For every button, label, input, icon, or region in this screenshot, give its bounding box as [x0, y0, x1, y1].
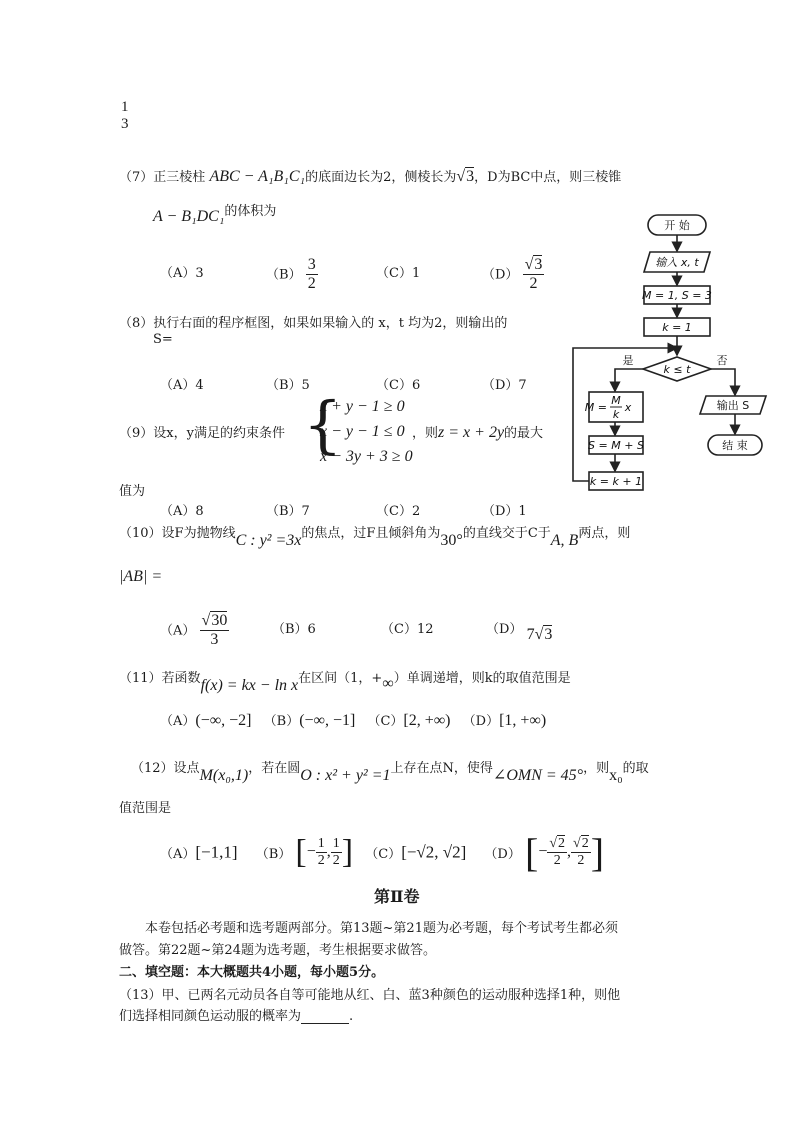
flow-yes-label: 是 — [622, 354, 634, 367]
q7-option-a: （A）3 — [160, 266, 204, 281]
flow-output-label: 输出 S — [716, 399, 750, 412]
q7-option-d-label: （D） — [482, 267, 519, 283]
q12-circle: O : x² + y² =1 — [300, 767, 391, 784]
q10-a-num: 30 — [211, 612, 228, 629]
q12-option-b-label: （B） — [255, 847, 292, 862]
q7-option-b-frac — [306, 256, 318, 294]
q10-d-val: 7 — [526, 626, 535, 643]
flow-m-step-x: x — [624, 401, 632, 414]
q9-option-d: （D）1 — [482, 504, 527, 519]
q12-option-a: [−1,1] — [195, 842, 238, 862]
q9-text3: 的最大 — [504, 426, 544, 441]
q11-option-b-label: （B） — [263, 714, 300, 729]
q10-option-a — [160, 612, 229, 650]
q10-option-b: （B）6 — [272, 622, 316, 637]
q9-text1: 设x，y满足的约束条件 — [153, 426, 285, 441]
q10-text4: 两点，则 — [578, 526, 631, 541]
q12-text2: ，若在圆 — [248, 761, 301, 776]
q10-option-d: （D） 7√3 — [486, 622, 553, 643]
q11-option-d: [1, +∞) — [499, 712, 547, 729]
top-fraction-den: 3 — [121, 116, 129, 133]
q7-prism: ABC − A₁B₁C₁ — [209, 168, 306, 185]
q8-number: （8） — [119, 316, 154, 331]
question-13-line1: （13）甲、已两名元动员各自等可能地从红、白、蓝3种颜色的运动服种选择1种，则他 — [119, 988, 621, 1003]
q7-d-den: 2 — [529, 275, 538, 293]
q10-points: A, B — [550, 532, 579, 549]
q12-option-b: [− $\frac{1}{2}$ , $\frac{1}{2}$ ] — [295, 833, 354, 871]
flow-start-label: 开 始 — [664, 219, 690, 232]
q9-constraint-3: x − 3y + 3 ≥ 0 — [320, 448, 413, 465]
q7-pyramid: A − B₁DC₁ — [153, 208, 225, 225]
q12-angle: ∠OMN = 45° — [492, 767, 584, 784]
q7-d-num: 3 — [534, 256, 543, 273]
q7-text3: ，D为BC中点，则三棱锥 — [474, 170, 622, 185]
flow-m-step-left: M = — [584, 401, 607, 414]
q11-option-a: (−∞, −2] — [195, 712, 252, 729]
flow-m-step-num: M — [611, 394, 621, 407]
q11-option-c: [2, +∞) — [403, 712, 451, 729]
q12-text4: ，则 — [583, 761, 610, 776]
flowchart — [560, 205, 800, 495]
section-heading: 二、填空题：本大概题共4小题，每小题5分。 — [119, 965, 385, 980]
q7-option-d-frac: $\frac{√3}{2}$ — [524, 256, 543, 293]
flow-condition-label: k ≤ t — [663, 363, 691, 376]
q12-option-d: [− $\frac{√2}{2}$ , $\frac{√2}{2}$ ] — [524, 830, 605, 875]
q7-option-d — [482, 256, 544, 294]
q9-brace: { — [303, 388, 343, 461]
q12-point: M(x₀,1) — [199, 767, 249, 784]
q9-option-a: （A）8 — [160, 504, 204, 519]
q7-text2: 的底面边长为2，侧棱长为 — [305, 170, 457, 185]
q8-option-d: （D）7 — [482, 378, 527, 393]
q7-text4: 的体积为 — [224, 204, 277, 219]
q11-option-c-label: （C） — [367, 714, 404, 729]
q9-text2: ，则 — [412, 426, 439, 441]
part-2-title: 第Ⅱ卷 — [374, 887, 420, 906]
part-2-intro-line1: 本卷包括必考题和选考题两部分。第13题~第21题为必考题，每个考试考生都必须 — [145, 921, 618, 936]
q11-text2: 在区间（1，+ — [298, 671, 383, 686]
q12-text5: 的取 — [622, 761, 649, 776]
q10-option-a-frac: $\frac{√30}{3}$ — [201, 612, 228, 649]
top-fraction-num: 1 — [121, 99, 129, 115]
flow-k1-label: k = 1 — [662, 321, 692, 334]
q7-text1: 正三棱柱 — [153, 170, 206, 185]
q12-number: （12） — [131, 761, 174, 776]
question-8 — [119, 312, 507, 331]
q12-text6: 值范围是 — [119, 801, 172, 816]
question-11 — [119, 667, 571, 694]
q10-text3: 的直线交于C于 — [462, 526, 551, 541]
flow-s-step-label: S = M + S — [588, 439, 644, 452]
q13-answer-blank — [301, 1011, 349, 1024]
q9-constraint-1: x + y − 1 ≥ 0 — [320, 398, 405, 415]
q10-option-d-label: （D） — [486, 622, 523, 637]
q12-option-c: [−√2, √2] — [401, 842, 467, 862]
flow-no-label: 否 — [716, 354, 728, 367]
q10-text2: 的焦点，过F且倾斜角为 — [301, 526, 441, 541]
flow-end-label: 结 束 — [722, 439, 748, 452]
top-fraction — [119, 99, 131, 134]
q9-constraint-2: x − y − 1 ≤ 0 — [320, 423, 405, 440]
q7-number: （7） — [119, 170, 154, 185]
q12-option-a-label: （A） — [160, 847, 196, 862]
flow-k-step-label: k = k + 1 — [589, 475, 643, 488]
q12-option-d-label: （D） — [484, 847, 521, 862]
question-7-line1: （7）正三棱柱 ABC − A₁B₁C₁的底面边长为2，侧棱长为√3，D为BC中点，则三棱锥 — [119, 168, 622, 185]
q8-option-b: （B）5 — [266, 378, 310, 393]
q13-period: . — [349, 1009, 354, 1024]
q11-option-d-label: （D） — [462, 714, 500, 729]
q8-text2: S= — [153, 332, 173, 347]
q10-option-c: （C）12 — [381, 622, 434, 637]
flow-init-label: M = 1, S = 3 — [642, 289, 712, 302]
q12-text3: 上存在点N，使得 — [390, 761, 493, 776]
question-9 — [119, 422, 285, 441]
q11-options — [160, 710, 546, 730]
question-13-line2 — [119, 1005, 353, 1024]
question-12 — [131, 757, 649, 784]
q7-sqrt: 3 — [466, 168, 475, 185]
question-10 — [119, 522, 631, 549]
q7-option-b-label: （B） — [266, 267, 302, 283]
part-2-intro-line2: 做答。第22题~第24题为选考题，考生根据要求做答。 — [119, 943, 436, 958]
q9-option-c: （C）2 — [376, 504, 421, 519]
flow-input-label: 输入 x, t — [655, 256, 699, 269]
q12-options — [160, 829, 605, 875]
q8-text: 执行右面的程序框图，如果如果输入的 x，t 均为2，则输出的 — [153, 316, 508, 331]
question-7-line2 — [153, 206, 276, 226]
q7-b-den: 2 — [307, 275, 316, 293]
q12-text1: 设点 — [173, 761, 200, 776]
q10-option-a-label: （A） — [160, 623, 196, 639]
flow-m-step-den: k — [612, 408, 620, 421]
q11-function: f(x) = kx − ln x — [200, 677, 299, 694]
q10-curve: C : y² =3x — [235, 532, 302, 549]
q10-abs: |AB| = — [119, 568, 163, 585]
q8-option-c: （C）6 — [376, 378, 421, 393]
q10-d-rad: 3 — [544, 626, 553, 643]
q11-text3: ）单调递增，则k的取值范围是 — [393, 671, 571, 686]
q11-option-b: (−∞, −1] — [299, 712, 356, 729]
q9-z: z = x + 2y — [438, 424, 505, 441]
q11-number: （11） — [119, 671, 162, 686]
q9-option-b: （B）7 — [266, 504, 310, 519]
q8-option-a: （A）4 — [160, 378, 204, 393]
q9-text4: 值为 — [119, 484, 146, 499]
q9-objective — [412, 422, 543, 442]
q11-text1: 若函数 — [161, 671, 201, 686]
q10-text1: 设F为抛物线 — [161, 526, 236, 541]
q9-number: （9） — [119, 426, 154, 441]
q10-a-den: 3 — [210, 631, 219, 649]
q12-x0: x₀ — [609, 767, 623, 784]
q10-angle: 30° — [440, 532, 463, 549]
q11-option-a-label: （A） — [160, 714, 196, 729]
q11-infinity: ∞ — [382, 675, 394, 692]
q7-option-b — [266, 256, 318, 294]
q13-text: 们选择相同颜色运动服的概率为 — [119, 1009, 302, 1024]
q7-b-num: 3 — [306, 256, 318, 275]
q7-option-c: （C）1 — [376, 266, 421, 281]
q10-number: （10） — [119, 526, 162, 541]
q12-option-c-label: （C） — [365, 847, 402, 862]
